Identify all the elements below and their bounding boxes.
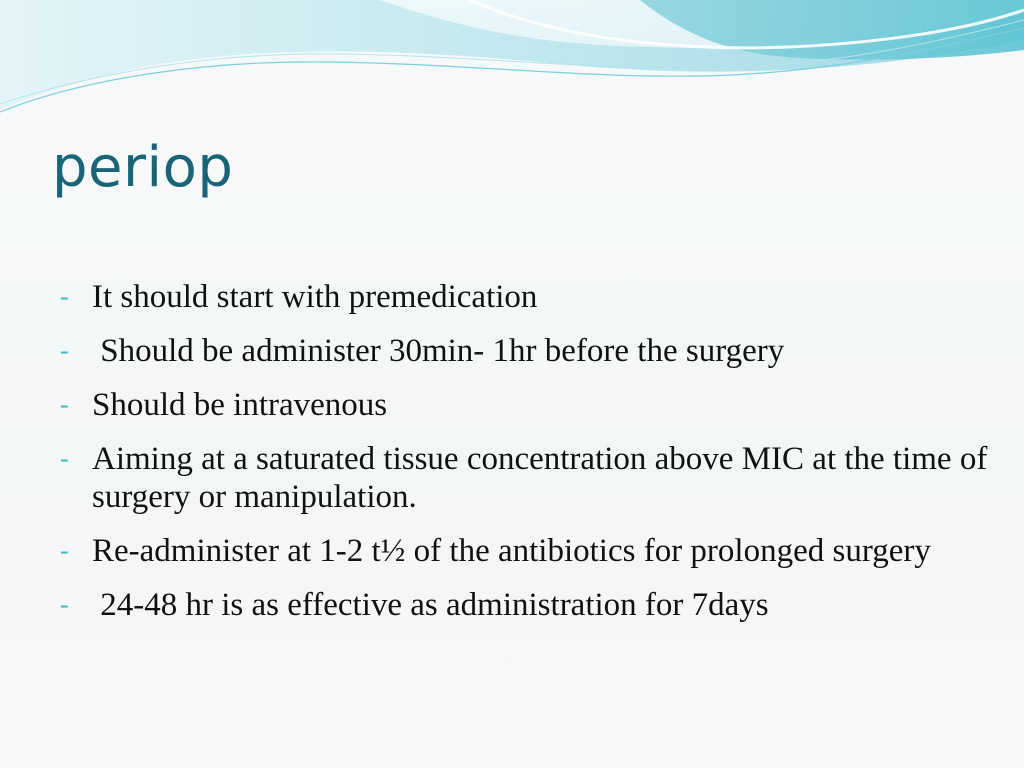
bullet-item (60, 440, 996, 516)
bullet-text: 24-48 hr is as effective as administration for 7days (92, 587, 769, 623)
bullet-text: Should be administer 30min- 1hr before the surgery (92, 333, 785, 369)
bullet-text: Should be intravenous (92, 387, 388, 423)
bullet-dash-icon: - (60, 444, 69, 473)
bullet-text: It should start with premedication (92, 279, 538, 315)
bullet-dash-icon: - (60, 282, 69, 311)
bullet-text: Aiming at a saturated tissue concentration above MIC at the time of surgery or manipulation. (92, 441, 996, 515)
bullet-dash-icon: - (60, 336, 69, 365)
slide-title: periop (52, 135, 234, 200)
bullet-dash-icon: - (60, 590, 69, 619)
bullet-list (60, 278, 996, 640)
bullet-item (60, 532, 990, 570)
bullet-item (60, 586, 990, 624)
bullet-item (60, 332, 990, 370)
bullet-dash-icon: - (60, 536, 69, 565)
bullet-item (60, 278, 990, 316)
decorative-wave-banner (0, 0, 1024, 130)
bullet-item (60, 386, 990, 424)
bullet-dash-icon: - (60, 390, 69, 419)
bullet-text: Re-administer at 1-2 t½ of the antibiotics for prolonged surgery (92, 533, 931, 569)
